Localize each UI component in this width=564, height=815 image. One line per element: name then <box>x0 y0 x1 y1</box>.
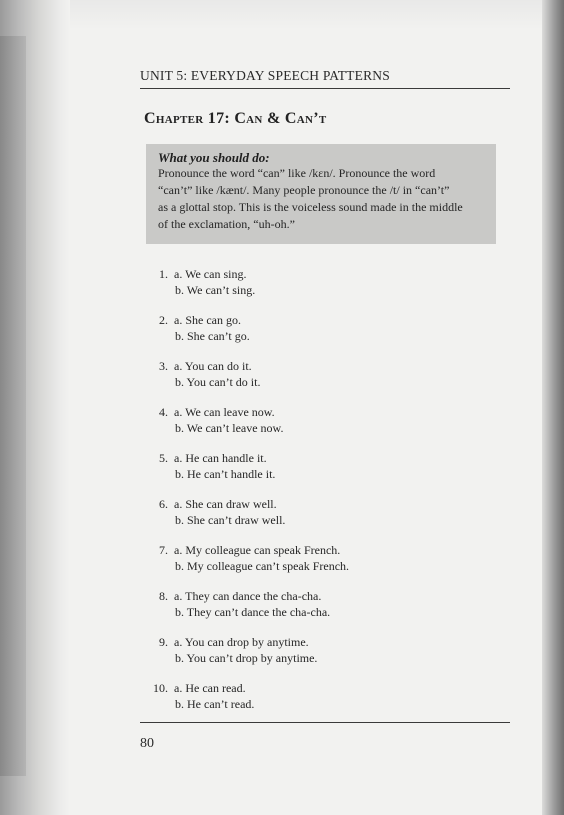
instruction-line: as a glottal stop. This is the voiceless sound made in the middle <box>158 200 463 214</box>
exercise-item <box>144 496 504 542</box>
exercise-line-a: a. He can handle it. <box>174 451 267 465</box>
scan-shadow-right <box>542 0 564 815</box>
exercise-line-a: a. They can dance the cha-cha. <box>174 589 322 603</box>
exercise-item <box>144 450 504 496</box>
exercise-item <box>144 634 504 680</box>
exercise-item <box>144 266 504 312</box>
exercise-line-b: b. We can’t sing. <box>175 283 256 297</box>
exercise-line-a: a. We can leave now. <box>174 405 275 419</box>
exercise-number: 9. <box>159 635 168 649</box>
instruction-line: “can’t” like /kænt/. Many people pronounce the /t/ in “can’t” <box>158 183 450 197</box>
exercise-item <box>144 404 504 450</box>
exercise-line-b: b. She can’t draw well. <box>175 513 286 527</box>
exercise-item <box>144 312 504 358</box>
exercise-line-b: b. You can’t drop by anytime. <box>175 651 318 665</box>
footer-rule <box>140 722 510 723</box>
instruction-title: What you should do: <box>158 150 270 165</box>
exercise-item <box>144 588 504 634</box>
exercise-number: 10. <box>153 681 168 695</box>
exercise-list <box>144 266 504 726</box>
instruction-box <box>146 144 496 244</box>
exercise-line-b: b. My colleague can’t speak French. <box>175 559 350 573</box>
exercise-number: 3. <box>159 359 168 373</box>
chapter-title: Chapter 17: Can & Can’t <box>144 110 327 127</box>
book-page <box>140 0 512 815</box>
header-rule <box>140 88 510 89</box>
instruction-line: of the exclamation, “uh-oh.” <box>158 217 295 231</box>
unit-header: UNIT 5: EVERYDAY SPEECH PATTERNS <box>140 68 390 83</box>
instruction-line: Pronounce the word “can” like /kɛn/. Pronounce the word <box>158 166 436 180</box>
exercise-item <box>144 542 504 588</box>
exercise-number: 2. <box>159 313 168 327</box>
exercise-line-a: a. We can sing. <box>174 267 247 281</box>
exercise-number: 8. <box>159 589 168 603</box>
exercise-line-b: b. We can’t leave now. <box>175 421 284 435</box>
exercise-line-b: b. He can’t read. <box>175 697 255 711</box>
exercise-line-a: a. You can do it. <box>174 359 252 373</box>
exercise-line-a: a. You can drop by anytime. <box>174 635 309 649</box>
scan-binding-shadow <box>0 36 26 776</box>
exercise-number: 7. <box>159 543 168 557</box>
exercise-number: 4. <box>159 405 168 419</box>
exercise-item <box>144 680 504 726</box>
exercise-number: 6. <box>159 497 168 511</box>
exercise-line-b: b. You can’t do it. <box>175 375 261 389</box>
exercise-number: 5. <box>159 451 168 465</box>
exercise-line-b: b. She can’t go. <box>175 329 250 343</box>
exercise-item <box>144 358 504 404</box>
exercise-line-a: a. She can draw well. <box>174 497 277 511</box>
exercise-line-b: b. They can’t dance the cha-cha. <box>175 605 331 619</box>
page-number: 80 <box>140 736 154 751</box>
exercise-line-b: b. He can’t handle it. <box>175 467 276 481</box>
exercise-line-a: a. My colleague can speak French. <box>174 543 341 557</box>
exercise-line-a: a. She can go. <box>174 313 241 327</box>
exercise-number: 1. <box>159 267 168 281</box>
exercise-line-a: a. He can read. <box>174 681 246 695</box>
